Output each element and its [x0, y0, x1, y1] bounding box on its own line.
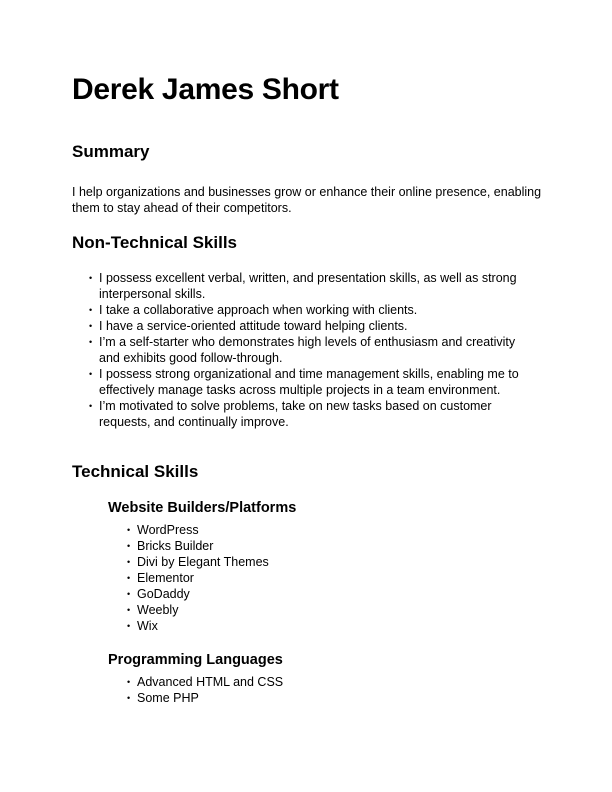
- list-item: [89, 334, 539, 366]
- programming-languages-list: [127, 674, 427, 706]
- list-item: [127, 538, 427, 554]
- bullet-icon: •: [127, 541, 131, 551]
- resume-name: Derek James Short: [72, 73, 339, 106]
- technical-skills-heading: Technical Skills: [72, 462, 199, 481]
- non-technical-skills-heading: Non-Technical Skills: [72, 233, 238, 252]
- list-item: [127, 554, 427, 570]
- list-item: [127, 570, 427, 586]
- bullet-icon: •: [89, 321, 93, 331]
- list-item-text: I possess excellent verbal, written, and presentation skills, as well as strong interpersonal skills.: [99, 271, 517, 301]
- bullet-icon: •: [127, 589, 131, 599]
- bullet-icon: •: [89, 337, 93, 347]
- list-item-text: GoDaddy: [137, 587, 190, 601]
- list-item: [127, 602, 427, 618]
- non-technical-skills-list: [89, 270, 539, 430]
- summary-heading: Summary: [72, 142, 150, 161]
- list-item: [89, 270, 539, 302]
- website-builders-heading: Website Builders/Platforms: [108, 500, 297, 516]
- list-item: [89, 398, 539, 430]
- list-item-text: I possess strong organizational and time management skills, enabling me to effectively manage tasks across multiple projects in a team environment.: [99, 367, 519, 397]
- programming-languages-heading: Programming Languages: [108, 652, 283, 668]
- list-item-text: Divi by Elegant Themes: [137, 555, 269, 569]
- list-item: [127, 522, 427, 538]
- bullet-icon: •: [89, 305, 93, 315]
- bullet-icon: •: [127, 557, 131, 567]
- bullet-icon: •: [127, 605, 131, 615]
- list-item-text: I take a collaborative approach when working with clients.: [99, 303, 418, 317]
- list-item: [127, 586, 427, 602]
- list-item: [127, 690, 427, 706]
- list-item-text: WordPress: [137, 523, 199, 537]
- list-item-text: Elementor: [137, 571, 194, 585]
- list-item-text: I’m motivated to solve problems, take on new tasks based on customer requests, and continually improve.: [99, 399, 492, 429]
- bullet-icon: •: [127, 525, 131, 535]
- list-item-text: I have a service-oriented attitude toward helping clients.: [99, 319, 408, 333]
- website-builders-list: [127, 522, 427, 634]
- bullet-icon: •: [127, 621, 131, 631]
- list-item-text: Some PHP: [137, 691, 199, 705]
- list-item: [89, 318, 539, 334]
- bullet-icon: •: [89, 273, 93, 283]
- list-item: [89, 302, 539, 318]
- bullet-icon: •: [89, 401, 93, 411]
- bullet-icon: •: [127, 693, 131, 703]
- bullet-icon: •: [127, 677, 131, 687]
- list-item: [127, 618, 427, 634]
- list-item: [127, 674, 427, 690]
- list-item-text: Advanced HTML and CSS: [137, 675, 284, 689]
- bullet-icon: •: [89, 369, 93, 379]
- list-item-text: Weebly: [137, 603, 179, 617]
- bullet-icon: •: [127, 573, 131, 583]
- list-item-text: Wix: [137, 619, 158, 633]
- list-item-text: I’m a self-starter who demonstrates high levels of enthusiasm and creativity and exhibits good follow-through.: [99, 335, 516, 365]
- summary-text: I help organizations and businesses grow or enhance their online presence, enabling them to stay ahead of their competitors.: [72, 185, 542, 215]
- list-item: [89, 366, 539, 398]
- list-item-text: Bricks Builder: [137, 539, 214, 553]
